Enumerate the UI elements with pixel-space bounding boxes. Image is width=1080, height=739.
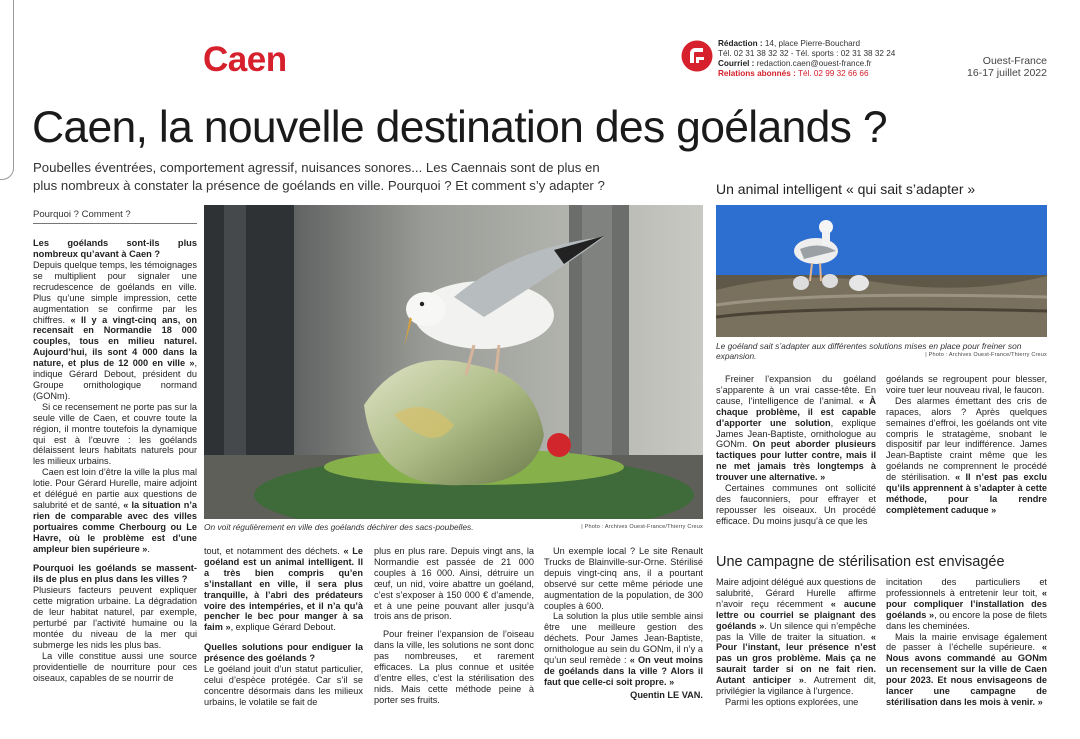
col1-paragraph-3 bbox=[33, 467, 197, 554]
paper-name: Ouest-France bbox=[982, 55, 1047, 67]
col4-paragraph-1: Un exemple local ? Le site Renault Trucks de Blainville-sur-Orne. Stérilisé depuis vingt-cinq ans, il a pourtant observé sur cette même période une augmentation de la population, de 300 couples à 600. bbox=[544, 546, 703, 611]
col1-paragraph-1 bbox=[33, 260, 197, 402]
contact-label-courriel: Courriel : bbox=[718, 59, 755, 68]
col1-p3a: Caen est loin d’être la ville la plus mal lotie. Pour Gérard Hurelle, maire adjoint et délégué en partie aux questions de salubrité et de santé, bbox=[33, 467, 197, 510]
sidebar2-right-p1 bbox=[886, 577, 1047, 632]
ouest-france-logo bbox=[681, 40, 713, 72]
main-photo bbox=[204, 205, 703, 519]
main-photo-caption: On voit régulièrement en ville des goélands déchirer des sacs-poubelles. bbox=[204, 522, 474, 532]
contact-block bbox=[718, 39, 988, 79]
col1-p1b: « Il y a vingt-cinq ans, on recensait en Normandie 18 000 couples, tous en milieu naturel. Aujourd’hui, ils sont 4 000 dans la nature, et plus de 12 000 en ville » bbox=[33, 314, 197, 369]
sidebar1-left-column bbox=[716, 374, 876, 527]
article-column-4 bbox=[544, 546, 703, 701]
article-column-2 bbox=[204, 546, 363, 708]
s1-left-a: Freiner l’expansion du goéland s’apparente à un vrai casse-tête. En cause, l’intelligence de l’animal. bbox=[716, 374, 876, 406]
contact-abonnes: Tél. 02 99 32 66 66 bbox=[797, 69, 869, 78]
standfirst: Poubelles éventrées, comportement agressif, nuisances sonores... Les Caennais sont de plus en plus nombreux à constater la présence de goélands en ville. Pourquoi ? Et comment s’y adapter ? bbox=[33, 160, 605, 193]
sidebar2-left-column bbox=[716, 577, 876, 708]
sidebar1-right-p1: goélands se regroupent pour blesser, voire tuer leur nouveau rival, le faucon. bbox=[886, 374, 1047, 395]
s2-right-c: , ou encore la pose de filets dans les cheminées. bbox=[886, 609, 1047, 631]
s2-right-b: « pour compliquer l’installation des goélands » bbox=[886, 587, 1047, 620]
question-1: Les goélands sont-ils plus nombreux qu’avant à Caen ? bbox=[33, 238, 197, 259]
signature: Quentin LE VAN. bbox=[630, 689, 703, 700]
s2-right-d: Mais la mairie envisage également de passer à l’échelle supérieure. bbox=[886, 631, 1047, 653]
col4-paragraph-2 bbox=[544, 611, 703, 687]
section-title: Caen bbox=[203, 40, 287, 79]
s2-left-c: . Un silence qui n’empêche pas la Ville de traiter la situation. bbox=[716, 620, 876, 642]
question-3: Quelles solutions pour endiguer la présence des goélands ? bbox=[204, 642, 363, 664]
article-column-1 bbox=[33, 238, 197, 684]
kicker: Pourquoi ? Comment ? bbox=[33, 209, 197, 224]
contact-label-abonnes: Relations abonnés : bbox=[718, 69, 796, 78]
col4-p2b: « On veut moins de goélands dans la ville ? Alors il faut que celle-ci soit propre. » bbox=[544, 655, 703, 687]
col2-p1a: tout, et notamment des déchets. bbox=[204, 546, 344, 556]
col1-p3c: . bbox=[147, 543, 150, 554]
col4-p2a: La solution la plus utile semble ainsi être une meilleure gestion des déchets. Pour James Jean-Baptiste, ornithologue au sein du GONm, il n’y a qu’un seul remède : bbox=[544, 611, 703, 666]
col1-p3b: « la situation n’a rien de comparable avec des villes portuaires comme Cherbourg ou Le Havre, où le problème est d’une ampleur bien supérieure » bbox=[33, 499, 197, 554]
s2-left-a: Maire adjoint délégué aux questions de salubrité, Gérard Hurelle affirme n’avoir reçu récemment bbox=[716, 577, 876, 609]
col2-paragraph-2: Le goéland jouit d’un statut particulier, celui d’espèce protégée. Car s’il se concentre désormais dans les milieux urbains, le volatile se fait de bbox=[204, 664, 363, 707]
s2-right-e: « Nous avons commandé au GONm un recensement sur la ville de Caen pour 2023. Et nous envisageons de lancer une campagne de stérilisation dans les mois à venir. » bbox=[886, 642, 1047, 707]
edition-date: 16-17 juillet 2022 bbox=[967, 67, 1047, 79]
s1-left-b: « À chaque problème, il est capable d’apporter une solution bbox=[716, 395, 876, 428]
sidebar1-right-column bbox=[886, 374, 1047, 516]
col1-p1a: Depuis quelque temps, les témoignages se multiplient pour signaler une recrudescence de goélands en ville. Plus qu’une simple impression, cette augmentation se confirme par les chiffres. bbox=[33, 260, 197, 325]
col1-paragraph-2: Si ce recensement ne porte pas sur la seule ville de Caen, et couvre toute la région, il montre toutefois la dynamique qui est à l’œuvre : les goélands délaissent leurs habitats naturels pour les milieux urbains. bbox=[33, 401, 197, 467]
col1-paragraph-5: La ville constitue aussi une source providentielle de nourriture pour ces oiseaux, capables de se nourrir de bbox=[33, 650, 197, 683]
col1-p1c: , indique Gérard Debout, président du Groupe ornithologique normand (GONm). bbox=[33, 358, 197, 401]
s1-right-b: « Il n’est pas exclu qu’ils apprennent à s’adapter à cette méthode, pour la rendre complètement caduque » bbox=[886, 472, 1047, 515]
s1-right-a: Des alarmes émettant des cris de rapaces, alors ? Après quelques semaines d’effroi, les goélands ont vite compris le stratagème, snobant le dispositif par leur indifférence. James Jean-Baptiste craint même que les goélands ne comprennent le procédé de stérilisation. bbox=[886, 395, 1047, 483]
s1-left-c: , explique James Jean-Baptiste, ornithologue au GONm. bbox=[716, 417, 876, 450]
question-2: Pourquoi les goélands se massent-ils de plus en plus dans les villes ? bbox=[33, 563, 197, 585]
s2-left-d: « Pour l’instant, leur présence n’est pas un gros problème. Mais ça ne saurait tarder si on ne fait rien. Autant anticiper » bbox=[716, 631, 876, 686]
col3-paragraph-1: plus en plus rare. Depuis vingt ans, la Normandie est passée de 21 000 couples à 16 000. Ainsi, détruire un œuf, un nid, voire abattre un goéland, c’est s’exposer à 150 000 € d’amende, et à une peine pouvant aller jusqu’à trois ans de prison. bbox=[374, 546, 534, 622]
contact-email[interactable]: redaction.caen@ouest-france.fr bbox=[756, 59, 872, 68]
sidebar2-title: Une campagne de stérilisation est envisagée bbox=[716, 554, 1005, 570]
sidebar2-right-p2 bbox=[886, 632, 1047, 708]
sidebar1-left-p2: Certaines communes ont sollicité des fauconniers, pour effrayer et repousser les oiseaux. Un procédé efficace. Du moins jusqu’à ce que les bbox=[716, 483, 876, 526]
col3-paragraph-2: Pour freiner l’expansion de l’oiseau dans la ville, les solutions ne sont donc pas nombreuses, et rarement efficaces. La plus connue et usitée d’entre elles, c’est la stérilisation des nids. Mais cette méthode peine à porter ses fruits. bbox=[374, 629, 534, 705]
sidebar1-photo bbox=[716, 205, 1047, 337]
contact-redaction: 14, place Pierre-Bouchard bbox=[764, 39, 860, 48]
s1-left-d: On peut aborder plusieurs tactiques pour lutter contre, mais il ne met jamais très longtemps à trouver une alternative. » bbox=[716, 439, 876, 483]
contact-phones: Tél. 02 31 38 32 32 - Tél. sports : 02 31 38 32 24 bbox=[718, 49, 896, 58]
sidebar1-right-p2 bbox=[886, 396, 1047, 516]
sidebar1-title: Un animal intelligent « qui sait s’adapter » bbox=[716, 181, 976, 197]
article-title: Caen, la nouvelle destination des goélands ? bbox=[32, 103, 887, 152]
sidebar1-photo-credit: | Photo : Archives Ouest-France/Thierry Creux bbox=[925, 352, 1047, 358]
sidebar2-left-p2: Parmi les options explorées, une bbox=[725, 696, 859, 707]
col2-p1b: « Le goéland est un animal intelligent. Il a très bien compris qu’en s’installant en ville, il sera plus tranquille, à l’abri des prédateurs voire des intempéries, et il n’a qu’à pencher le bec pour manger à sa faim » bbox=[204, 546, 364, 633]
sidebar1-photo-caption: Le goéland sait s’adapter aux différentes solutions mises en place pour freiner son expansion. bbox=[716, 341, 1022, 361]
col2-p1c: , explique Gérard Debout. bbox=[230, 622, 336, 633]
col1-paragraph-4: Plusieurs facteurs peuvent expliquer cette migration urbaine. La dégradation de leur habitat naturel, par exemple, perturbé par l’activité humaine ou la montée du niveau de la mer qui submerge les nids les plus bas. bbox=[33, 585, 197, 650]
sidebar2-right-column bbox=[886, 577, 1047, 708]
s2-left-e: . Autrement dit, privilégier la vigilance à l’urgence. bbox=[716, 675, 876, 697]
col2-paragraph-1 bbox=[204, 546, 363, 633]
page-corner-mark bbox=[0, 0, 14, 180]
sidebar1-left-p1 bbox=[716, 374, 876, 483]
article-column-3 bbox=[374, 546, 534, 706]
contact-label-redaction: Rédaction : bbox=[718, 39, 763, 48]
main-photo-credit: | Photo : Archives Ouest-France/Thierry Creux bbox=[581, 524, 703, 530]
s2-right-a: incitation des particuliers et professionnels à entretenir leur toit, bbox=[886, 577, 1047, 598]
sidebar2-left-p1 bbox=[716, 577, 876, 697]
s2-left-b: « aucune lettre ou courriel se plaignant des goélands » bbox=[716, 598, 876, 631]
